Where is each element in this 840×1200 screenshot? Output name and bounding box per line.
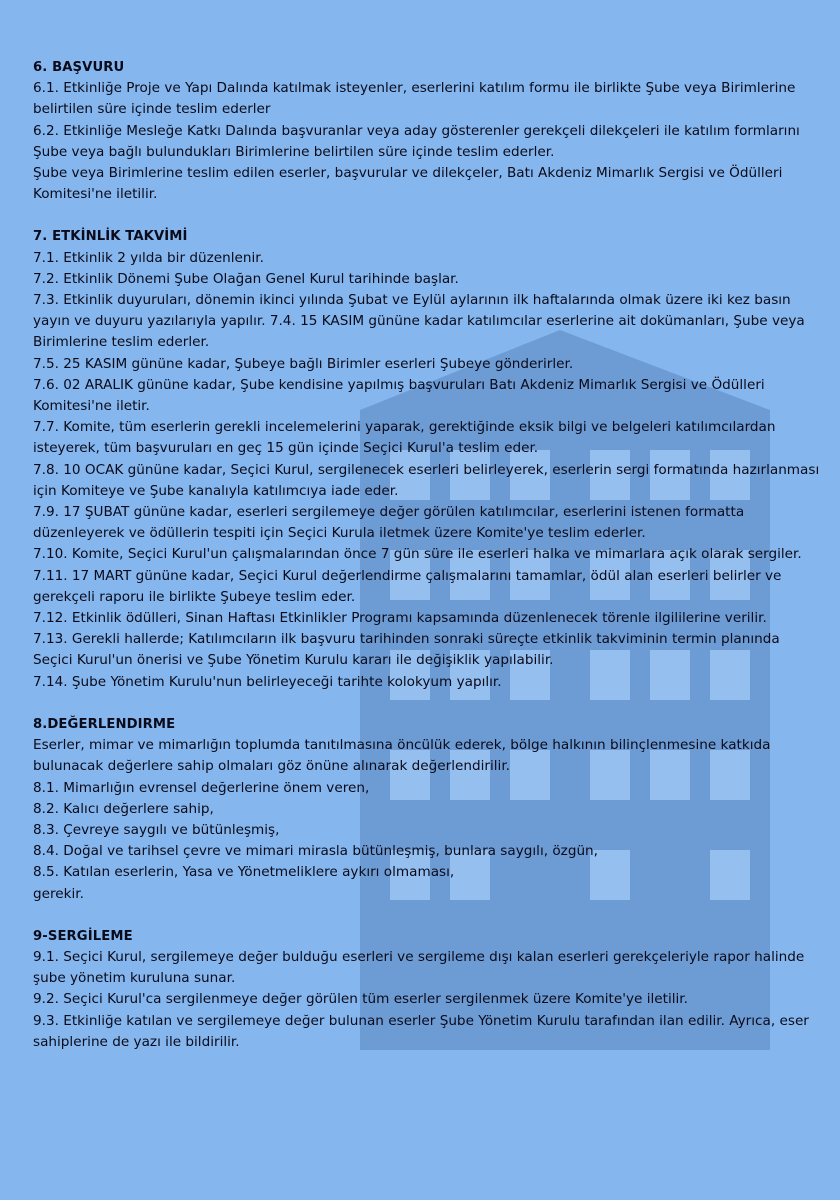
paragraph: 7.13. Gerekli hallerde; Katılımcıların ilk başvuru tarihinden sonraki süreçte etkinlik takviminin termin planında Seçici Kurul'un önerisi ve Şube Yönetim Kurulu kararı ile değişiklik yapılabilir. [33, 631, 780, 669]
section-heading: 6. BAŞVURU [33, 60, 125, 75]
paragraph: 7.11. 17 MART gününe kadar, Seçici Kurul değerlendirme çalışmalarını tamamlar, ödül alan eserleri belirler ve gerekçeli raporu ile birlikte Şubeye teslim eder. [33, 567, 782, 605]
paragraph: 7.8. 10 OCAK gününe kadar, Seçici Kurul, sergilenecek eserleri belirleyerek, eserlerin sergi formatında hazırlanması için Komiteye ve Şube kanalıyla katılımcıya iade eder. [33, 461, 820, 499]
section-etkinlik-takvimi [33, 226, 823, 692]
paragraph: 8.2. Kalıcı değerlere sahip, [33, 800, 214, 817]
section-heading: 7. ETKİNLİK TAKVİMİ [33, 229, 188, 245]
paragraph: 7.7. Komite, tüm eserlerin gerekli incelemelerini yaparak, gerektiğinde eksik bilgi ve belgeleri katılımcılardan isteyerek, tüm başvuruları en geç 15 gün içinde Seçici Kurul'a teslim eder. [33, 419, 776, 457]
paragraph: 7.14. Şube Yönetim Kurulu'nun belirleyeceği tarihte kolokyum yapılır. [33, 673, 502, 690]
paragraph: 9.3. Etkinliğe katılan ve sergilemeye değer bulunan eserler Şube Yönetim Kurulu tarafından ilan edilir. Ayrıca, eser sahiplerine de yazı ile bildirilir. [33, 1012, 809, 1050]
section-degerlendirme [33, 714, 823, 905]
paragraph: 6.1. Etkinliğe Proje ve Yapı Dalında katılmak isteyenler, eserlerini katılım formu ile birlikte Şube veya Birimlerine belirtilen süre içinde teslim ederler [33, 80, 796, 118]
paragraph: 7.12. Etkinlik ödülleri, Sinan Haftası Etkinlikler Programı kapsamında düzenlenecek törenle ilgililerine verilir. [33, 610, 767, 627]
paragraph: Eserler, mimar ve mimarlığın toplumda tanıtılmasına öncülük ederek, bölge halkının bilinçlenmesine katkıda bulunacak değerlere sahip olmaları göz önüne alınarak değerlendirilir. [33, 737, 771, 775]
paragraph: 7.9. 17 ŞUBAT gününe kadar, eserleri sergilemeye değer görülen katılımcılar, eserlerini istenen formatta düzenleyerek ve ödüllerin tespiti için Seçici Kurula iletmek üzere Komite'ye teslim ederler. [33, 504, 745, 542]
paragraph: Şube veya Birimlerine teslim edilen eserler, başvurular ve dilekçeler, Batı Akdeniz Mimarlık Sergisi ve Ödülleri Komitesi'ne iletilir. [33, 165, 783, 203]
paragraph: 7.6. 02 ARALIK gününe kadar, Şube kendisine yapılmış başvuruları Batı Akdeniz Mimarlık Sergisi ve Ödülleri Komitesi'ne iletir. [33, 376, 765, 415]
paragraph: 8.5. Katılan eserlerin, Yasa ve Yönetmeliklere aykırı olmaması, [33, 864, 455, 881]
paragraph: 7.2. Etkinlik Dönemi Şube Olağan Genel Kurul tarihinde başlar. [33, 270, 459, 287]
paragraph: 7.3. Etkinlik duyuruları, dönemin ikinci yılında Şubat ve Eylül aylarının ilk haftalarında olmak üzere iki kez basın yayın ve duyuru yazılarıyla yapılır. 7.4. 15 KASIM gününe kadar katılımcılar eserlerine ait dokümanları, Şube veya Birimlerine teslim ederler. [33, 292, 805, 351]
document-body [33, 57, 823, 1074]
paragraph: 8.4. Doğal ve tarihsel çevre ve mimari mirasla bütünleşmiş, bunlara saygılı, özgün, [33, 843, 598, 860]
section-heading: 9-SERGİLEME [33, 928, 133, 944]
section-heading: 8.DEĞERLENDIRME [33, 716, 176, 732]
section-sergileme [33, 926, 823, 1053]
paragraph: 9.1. Seçici Kurul, sergilemeye değer bulduğu eserleri ve sergileme dışı kalan eserleri gerekçeleriyle rapor halinde şube yönetim kuruluna sunar. [33, 948, 805, 987]
paragraph: 9.2. Seçici Kurul'ca sergilenmeye değer görülen tüm eserler sergilenmek üzere Komite'ye iletilir. [33, 991, 688, 1008]
section-basvuru [33, 57, 823, 205]
paragraph: 6.2. Etkinliğe Mesleğe Katkı Dalında başvuranlar veya aday gösterenler gerekçeli dilekçeleri ile katılım formlarını Şube veya bağlı bulundukları Birimlerine belirtilen süre içinde teslim ederler. [33, 122, 800, 160]
paragraph: 7.1. Etkinlik 2 yılda bir düzenlenir. [33, 249, 264, 266]
paragraph: 8.3. Çevreye saygılı ve bütünleşmiş, [33, 821, 280, 838]
paragraph: gerekir. [33, 885, 84, 902]
paragraph: 7.10. Komite, Seçici Kurul'un çalışmalarından önce 7 gün süre ile eserleri halka ve mimarlara açık olarak sergiler. [33, 546, 802, 563]
paragraph: 7.5. 25 KASIM gününe kadar, Şubeye bağlı Birimler eserleri Şubeye gönderirler. [33, 355, 574, 372]
paragraph: 8.1. Mimarlığın evrensel değerlerine önem veren, [33, 779, 370, 796]
